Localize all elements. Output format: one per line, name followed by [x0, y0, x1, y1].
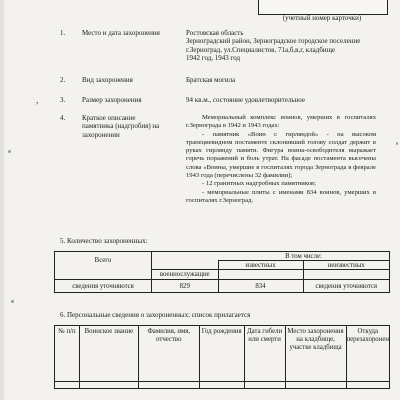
col-burial-place: Место захоронения на кладбище, участке кладбища	[285, 326, 346, 382]
field-2-number: 2.	[60, 76, 66, 84]
count-total: сведения уточняются	[55, 280, 152, 293]
empty-cell	[55, 382, 80, 389]
col-full-name: Фамилия, имя, отчество	[138, 326, 199, 382]
count-military: 829	[152, 280, 219, 293]
header-blank	[152, 252, 219, 261]
empty-cell	[285, 382, 346, 389]
header-blank	[218, 270, 303, 280]
field-1-number: 1.	[60, 29, 66, 37]
field-4-label-line: захоронении	[82, 130, 120, 139]
empty-cell	[199, 382, 244, 389]
field-3-number: 3.	[60, 96, 66, 104]
header-known: известных	[218, 261, 303, 270]
field-1-value	[186, 29, 360, 62]
field-2-label: Вид захоронения	[82, 76, 133, 84]
field-3-value: 94 кв.м., состояние удовлетворительное	[186, 96, 305, 104]
header-military: военнослужащие	[152, 270, 219, 280]
empty-cell	[79, 382, 138, 389]
burial-count-table	[54, 251, 390, 293]
field-1-line: 1942 год, 1943 год	[186, 53, 241, 62]
section-6-title: 6. Персональные сведения о захороненных: список прилагается	[60, 311, 251, 319]
header-blank	[55, 270, 152, 280]
field-4-label	[82, 114, 159, 139]
monument-description	[186, 114, 376, 205]
card-number-caption: (учетный номер карточки)	[282, 14, 362, 22]
col-reburied-from: Откуда перезахоронен	[346, 326, 389, 382]
description-paragraph: Мемориальный комплекс воинов, умерших в госпиталях г.Зернограда в 1942 и 1943 годах:	[186, 114, 376, 130]
empty-cell	[244, 382, 285, 389]
col-number: № п/п	[55, 326, 80, 382]
empty-cell	[346, 382, 389, 389]
header-total: Всего	[55, 252, 152, 270]
field-1-line: Ростовская область	[186, 29, 244, 37]
scan-edge-shadow	[0, 0, 4, 400]
description-paragraph: - мемориальные плиты с именами 834 воинов, умерших в госпиталях г.Зерноград.	[186, 188, 376, 204]
col-rank: Воинское звание	[79, 326, 138, 382]
field-4-label-line: Краткое описание	[82, 114, 136, 122]
field-1-label: Место и дата захоронения	[82, 29, 160, 37]
header-blank	[303, 270, 390, 280]
field-1-line: г.Зерноград, ул.Специалистов, 71а,б,в,г, кладбище	[186, 45, 336, 54]
personal-data-table	[54, 325, 390, 389]
description-paragraph: - 12 гранитных надгробных памятников;	[202, 180, 316, 188]
field-1-line: Зерноградский район, Зерноградское городское поселение	[186, 37, 361, 46]
count-unknown: сведения уточняются	[303, 280, 390, 293]
scan-speck	[8, 150, 11, 153]
field-2-value: Братская могила	[186, 76, 236, 84]
scan-speck	[396, 142, 398, 145]
header-unknown: неизвестных	[303, 261, 390, 270]
col-birth-year: Год рождения	[199, 326, 244, 382]
card-number-box	[258, 0, 388, 15]
field-4-label-line: памятника (надгробия) на	[82, 122, 160, 131]
count-known: 834	[218, 280, 303, 293]
field-4-number: 4.	[60, 114, 66, 122]
stray-mark: ,	[36, 95, 39, 105]
empty-cell	[138, 382, 199, 389]
col-death-date: Дата гибели или смерти	[244, 326, 285, 382]
scan-speck	[11, 300, 14, 303]
section-5-title: 5. Количество захороненных:	[60, 237, 148, 245]
description-paragraph: - памятник «Воин с гирляндой» - на высоком трапециевидном постаменте склонивший голову солдат держит в руках гирлянду памяти. Фигура воина-освободителя выражает горечь поражений и боль утрат. На фасаде постамента высечены слова «Воины, умершие в госпиталях города Зернограда в феврале 1943 года (перечислены 32 фамилии);	[186, 130, 376, 180]
header-blank	[152, 261, 219, 270]
field-3-label: Размер захоронения	[82, 96, 142, 104]
header-including: В том числе:	[218, 252, 390, 261]
